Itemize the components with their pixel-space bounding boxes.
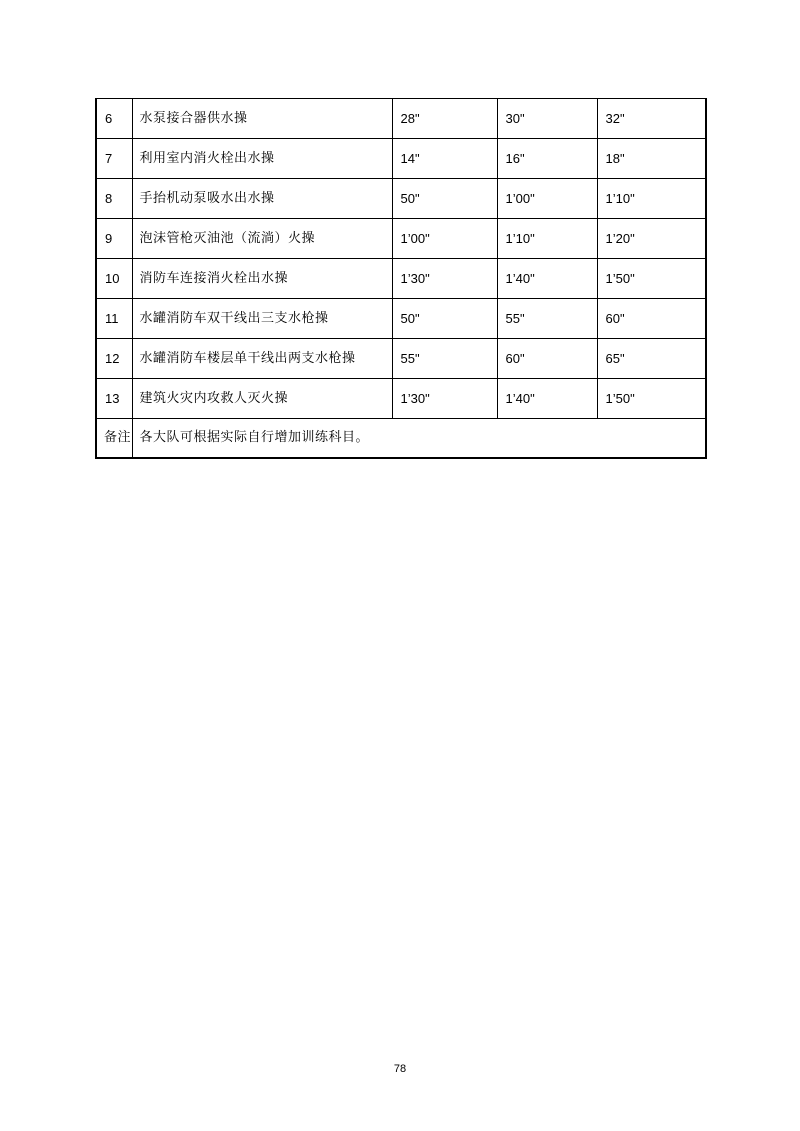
row-number: 10 <box>96 259 132 299</box>
time-excellent: 1’30" <box>392 379 497 419</box>
time-excellent: 1’30" <box>392 259 497 299</box>
time-good: 1’00" <box>497 179 597 219</box>
time-good: 60" <box>497 339 597 379</box>
row-number: 8 <box>96 179 132 219</box>
time-excellent: 14" <box>392 139 497 179</box>
row-number: 7 <box>96 139 132 179</box>
note-text: 各大队可根据实际自行增加训练科目。 <box>132 419 706 459</box>
table-row <box>96 139 706 179</box>
training-score-table <box>95 98 707 459</box>
table-row <box>96 339 706 379</box>
drill-name: 泡沫管枪灭油池（流淌）火操 <box>132 219 392 259</box>
page-number: 78 <box>393 1063 407 1075</box>
row-number: 12 <box>96 339 132 379</box>
row-number: 11 <box>96 299 132 339</box>
time-excellent: 28" <box>392 99 497 139</box>
drill-name: 水泵接合器供水操 <box>132 99 392 139</box>
table-row <box>96 299 706 339</box>
table-row <box>96 219 706 259</box>
time-pass: 60" <box>597 299 706 339</box>
table-row <box>96 179 706 219</box>
drill-name: 建筑火灾内攻救人灭火操 <box>132 379 392 419</box>
table-row <box>96 259 706 299</box>
time-pass: 1’10" <box>597 179 706 219</box>
time-excellent: 50" <box>392 179 497 219</box>
time-good: 16" <box>497 139 597 179</box>
table-row <box>96 99 706 139</box>
time-excellent: 1’00" <box>392 219 497 259</box>
drill-name: 水罐消防车双干线出三支水枪操 <box>132 299 392 339</box>
time-pass: 1’50" <box>597 259 706 299</box>
time-pass: 65" <box>597 339 706 379</box>
time-good: 1’40" <box>497 379 597 419</box>
time-pass: 1’50" <box>597 379 706 419</box>
row-number: 13 <box>96 379 132 419</box>
row-number: 9 <box>96 219 132 259</box>
time-good: 30" <box>497 99 597 139</box>
table-row <box>96 379 706 419</box>
time-pass: 1’20" <box>597 219 706 259</box>
time-excellent: 55" <box>392 339 497 379</box>
note-label: 备注 <box>96 419 132 459</box>
note-row <box>96 419 706 459</box>
drill-name: 消防车连接消火栓出水操 <box>132 259 392 299</box>
time-good: 1’10" <box>497 219 597 259</box>
time-pass: 32" <box>597 99 706 139</box>
time-pass: 18" <box>597 139 706 179</box>
drill-name: 利用室内消火栓出水操 <box>132 139 392 179</box>
drill-name: 水罐消防车楼层单干线出两支水枪操 <box>132 339 392 379</box>
drill-name: 手抬机动泵吸水出水操 <box>132 179 392 219</box>
time-excellent: 50" <box>392 299 497 339</box>
time-good: 55" <box>497 299 597 339</box>
row-number: 6 <box>96 99 132 139</box>
time-good: 1’40" <box>497 259 597 299</box>
